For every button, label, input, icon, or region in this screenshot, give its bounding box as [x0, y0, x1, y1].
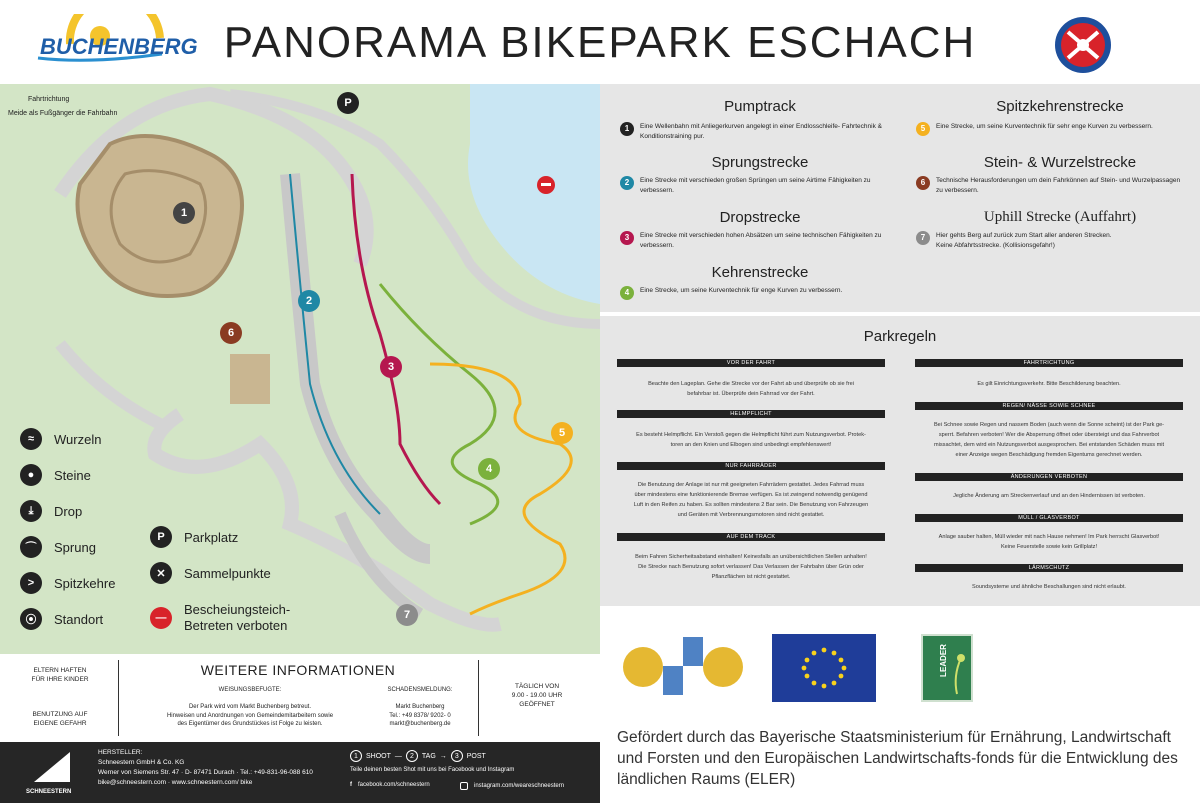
legend-location: ⦿ Standort: [20, 608, 103, 630]
track-title-4: Kehrenstrecke: [711, 264, 809, 281]
opening-hours: TÄGLICH VON 9.00 - 19.00 UHR GEÖFFNET: [511, 683, 563, 708]
rule-text-6: Bei Schnee sowie Regen und nassem Boden (auch wenn die Sonne scheint) ist der Park ge- sperrt. Befahren verboten! Wer die Absperrung öffnet oder übersteigt und das Fahrverbot missachtet, dem wird ein Nutzungsverbot ausgesprochen. Bei entstanden Schäden muss mit einer Anzeige wegen Beschädigung fremden Eigentums gerechnet werden.: [933, 422, 1165, 458]
parents-notice: ELTERN HAFTEN FÜR IHRE KINDER: [31, 667, 89, 683]
map-area: [0, 84, 600, 654]
rule-head-8: MÜLL / GLASVERBOT: [915, 514, 1183, 522]
hairpin-icon: >: [20, 572, 42, 594]
assembly-point-icon: ✕: [150, 562, 172, 584]
drop-icon: ⤓: [20, 500, 42, 522]
legend-stones: ● Steine: [20, 464, 91, 486]
jump-icon: ⌒: [20, 536, 42, 558]
direction-label: Fahrtrichtung: [28, 96, 70, 103]
roots-icon: ≈: [20, 428, 42, 450]
rule-text-1: Beachte den Lageplan. Gehe die Strecke vor der Fahrt ab und überprüfe ob sie frei befahrbar ist. Überprüfe dein Fahrrad vor der Fahrt.: [648, 381, 854, 397]
maker-block: HERSTELLER: Schneestern GmbH & Co. KG Werner von Siemens Str. 47 · D- 87471 Durach · Tel.: +49-831-96-088 610 bike@schneestern.com · www.schneestern.com/ bike: [98, 749, 313, 786]
marker-7[interactable]: 7: [396, 604, 418, 626]
park-rules: [600, 316, 1200, 606]
track-row-7: 7 Hier gehts Berg auf zurück zum Start aller anderen Strecken. Keine Abfahrtsstrecke. (Kollisionsgefahr!): [916, 231, 1186, 250]
rule-head-1: VOR DER FAHRT: [617, 359, 885, 367]
track-title-5: Spitzkehrenstrecke: [996, 98, 1124, 115]
instagram-icon: [460, 782, 468, 790]
track-title-2: Sprungstrecke: [711, 154, 809, 171]
info-panel: [0, 654, 600, 742]
marker-6[interactable]: 6: [220, 322, 242, 344]
rules-title: Parkregeln: [863, 328, 937, 345]
rule-text-3: Die Benutzung der Anlage ist nur mit geeigneten Fahrrädern gestattet. Jedes Fahrrad muss über mindestens eine funktionierende Bremse verfügen. Es ist zwingend notwendig genügend Luft in den Reifen zu haben. Es sollten mindestens 2 Bar sein. Die Benutzung von Fahrzeugen und Geräten mit Verbrennungsmotoren sind nicht gestattet.: [633, 482, 869, 518]
track-descriptions: [600, 84, 1200, 312]
rule-text-9: Soundsysteme und ähnliche Beschallungen sind nicht erlaubt.: [972, 584, 1126, 590]
rule-head-6: REGEN/ NÄSSE SOWIE SCHNEE: [915, 402, 1183, 410]
eu-flag: [772, 634, 876, 702]
logo-text: BUCHENBERG: [40, 34, 198, 59]
brand-name: SCHNEESTERN: [26, 789, 72, 795]
rule-head-2: HELMPFLICHT: [617, 410, 885, 418]
legend-no-entry: — Bescheiungsteich- Betreten verboten: [150, 602, 290, 634]
facebook-link[interactable]: f facebook.com/schneestern: [350, 782, 430, 788]
page-title: PANORAMA BIKEPARK ESCHACH: [223, 18, 977, 67]
track-row-6: 6 Technische Herausforderungen um dein Fahrkönnen auf Stein- und Wurzelpassagen zu verbessern.: [916, 176, 1186, 195]
authority-block: WEISUNGSBEFUGTE: Der Park wird vom Markt Buchenberg betreut. Hinweisen und Anordnungen von Gemeindemitarbeitern sowie des Eigentümer des Grundstückes ist Folge zu leisten.: [166, 687, 334, 727]
rule-head-4: AUF DEM TRACK: [617, 533, 885, 541]
legend-jump: ⌒ Sprung: [20, 536, 96, 558]
rule-head-9: LÄRMSCHUTZ: [915, 564, 1183, 572]
marker-3[interactable]: 3: [380, 356, 402, 378]
track-row-2: 2 Eine Strecke mit verschieden großen Sprüngen um seine Airtime Fähigkeiten zu verbessern.: [620, 176, 890, 195]
no-entry-icon: —: [150, 607, 172, 629]
bavaria-coat-of-arms: [618, 627, 748, 703]
footer: [0, 742, 600, 803]
rule-text-7: Jegliche Änderung am Streckenverlauf und an den Hindernissen ist verboten.: [953, 493, 1145, 499]
damage-block: SCHADENSMELDUNG: Markt Buchenberg Tel.: +49 8378/ 9202- 0 markt@buchenberg.de: [387, 687, 453, 727]
pedestrian-note: Meide als Fußgänger die Fahrbahn: [8, 110, 118, 117]
no-entry-marker: [537, 176, 555, 194]
legend-drop: ⤓ Drop: [20, 500, 82, 522]
schneestern-logo: [32, 748, 76, 784]
facebook-icon: f: [350, 782, 352, 788]
location-pin-icon: ⦿: [20, 608, 42, 630]
stones-icon: ●: [20, 464, 42, 486]
track-title-6: Stein- & Wurzelstrecke: [983, 154, 1137, 171]
legend-roots: ≈ Wurzeln: [20, 428, 101, 450]
share-text: Teile deinen besten Shot mit uns bei Facebook und Instagram: [350, 767, 515, 773]
marker-4[interactable]: 4: [478, 458, 500, 480]
own-risk-notice: BENUTZUNG AUF EIGENE GEFAHR: [32, 711, 88, 727]
rule-head-5: FAHRTRICHTUNG: [915, 359, 1183, 367]
legend-assembly: ✕ Sammelpunkte: [150, 562, 271, 584]
crest-icon: [1052, 14, 1114, 76]
rule-text-4: Beim Fahren Sicherheitsabstand einhalten! Keinesfalls an unübersichtlichen Stellen anhalten! Die Strecke nach Benutzung sofort verlassen! Das Verlassen der Fahrbahn über Grün oder Pflanzflächen ist nicht gestattet.: [635, 554, 867, 580]
parking-marker[interactable]: P: [337, 92, 359, 114]
track-title-1: Pumptrack: [724, 98, 796, 115]
track-title-7: Uphill Strecke (Auffahrt): [983, 209, 1137, 225]
track-title-3: Dropstrecke: [719, 209, 801, 226]
rule-head-7: ÄNDERUNGEN VERBOTEN: [915, 473, 1183, 481]
map-drawing: [0, 84, 600, 654]
legend-hairpin: > Spitzkehre: [20, 572, 115, 594]
marker-5[interactable]: 5: [551, 422, 573, 444]
instagram-link[interactable]: instagram.com/weareschneestern: [460, 782, 564, 790]
track-row-5: 5 Eine Strecke, um seine Kurventechnik für sehr enge Kurven zu verbessern.: [916, 122, 1186, 136]
rule-head-3: NUR FAHRRÄDER: [617, 462, 885, 470]
track-row-3: 3 Eine Strecke mit verschieden hohen Absätzen um seine technischen Fähigkeiten zu verbessern.: [620, 231, 890, 250]
divider: [478, 660, 479, 736]
parking-icon: P: [150, 526, 172, 548]
rule-text-2: Es besteht Helmpflicht. Ein Verstoß gegen die Helmpflicht führt zum Nutzungsverbot. Protek- toren an den Knien und Elbogen sind unbedingt empfehlenswert!: [636, 432, 866, 448]
track-row-1: 1 Eine Wellenbahn mit Anliegerkurven angelegt in einer Endlosschleife- Fahrtechnik & Konditionstraining pur.: [620, 122, 890, 141]
rule-text-5: Es gilt Einrichtungsverkehr. Bitte Beschilderung beachten.: [977, 381, 1121, 387]
rule-text-8: Anlage sauber halten, Müll wieder mit nach Hause nehmen! Im Park herrscht Glasverbot! Keine Feuerstelle sowie kein Grillplatz!: [938, 534, 1160, 550]
header: [0, 0, 1200, 84]
marker-1[interactable]: 1: [173, 202, 195, 224]
leader-logo: LEADER: [921, 634, 973, 702]
marker-2[interactable]: 2: [298, 290, 320, 312]
info-title: WEITERE INFORMATIONEN: [200, 662, 396, 678]
funding-text: Gefördert durch das Bayerische Staatsministerium für Ernährung, Landwirtschaft und Forsten und den Europäischen Landwirtschafts-fonds für die Entwicklung des ländlichen Raums (ELER): [617, 729, 1178, 788]
share-steps: 1 SHOOT — 2 TAG → 3 POST: [350, 750, 486, 762]
legend-parking: P Parkplatz: [150, 526, 238, 548]
track-row-4: 4 Eine Strecke, um seine Kurventechnik für enge Kurven zu verbessern.: [620, 286, 890, 300]
